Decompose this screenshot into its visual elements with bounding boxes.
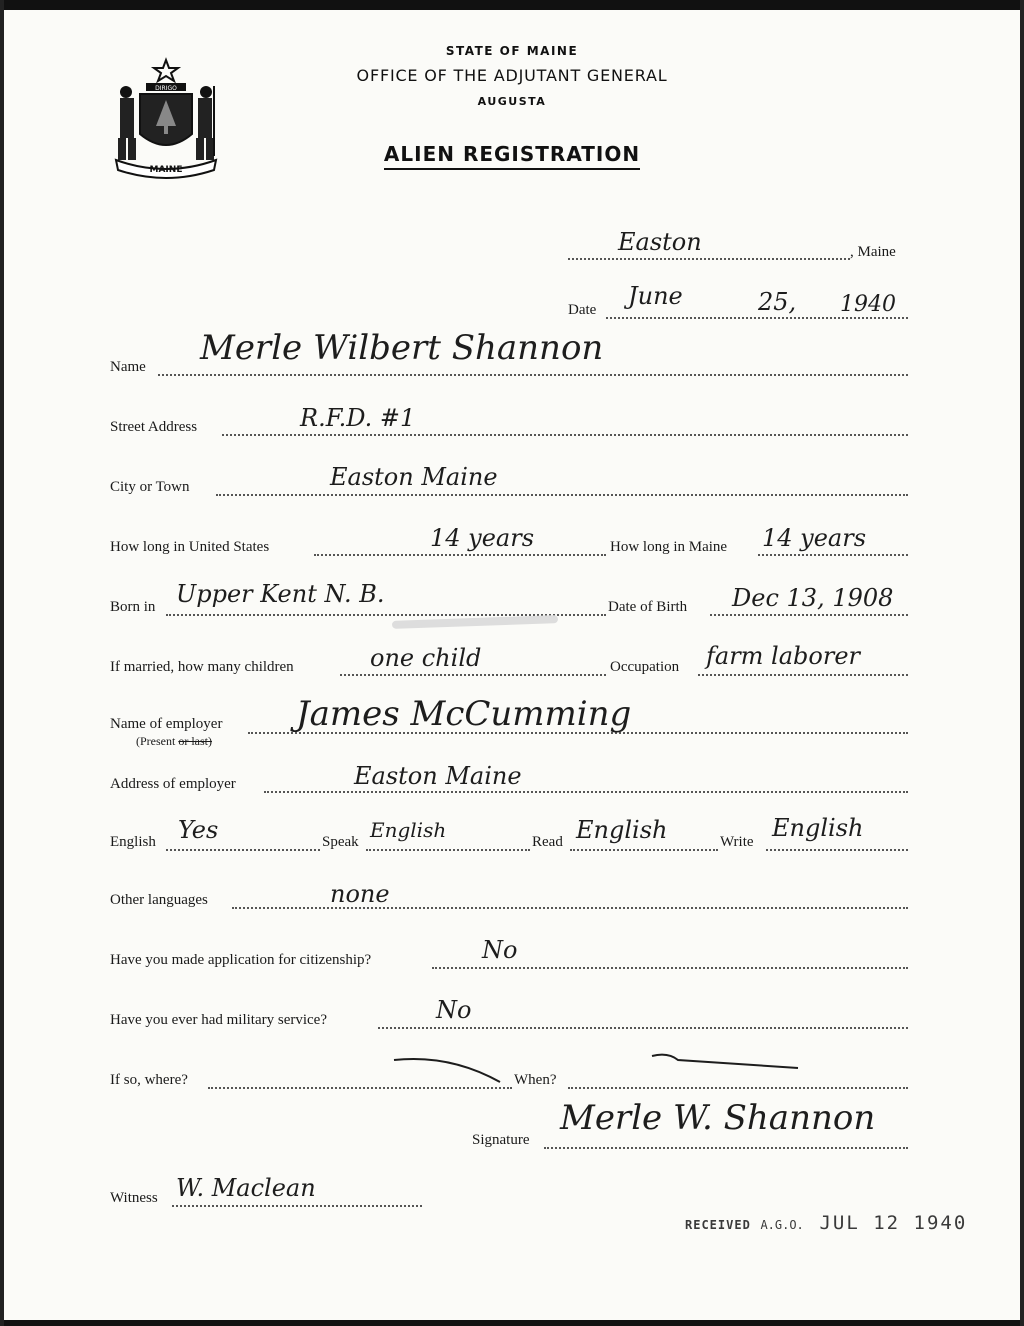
other-languages-label: Other languages	[110, 892, 208, 908]
military-label: Have you ever had military service?	[110, 1012, 327, 1028]
signature-value: Merle W. Shannon	[560, 1098, 876, 1138]
military-line	[378, 1027, 908, 1029]
city-value: Easton Maine	[330, 463, 498, 491]
dob-value: Dec 13, 1908	[732, 584, 894, 612]
witness-value: W. Maclean	[176, 1174, 316, 1202]
date-year-value: 1940	[840, 292, 896, 317]
date-label: Date	[568, 302, 597, 318]
city-label: City or Town	[110, 479, 190, 495]
employer-address-label: Address of employer	[110, 776, 236, 792]
where-line	[208, 1087, 512, 1089]
how-long-us-value: 14 years	[430, 524, 535, 552]
date-line	[606, 317, 908, 319]
write-label: Write	[720, 834, 754, 850]
how-long-maine-value: 14 years	[762, 524, 867, 552]
employer-address-line	[264, 791, 908, 793]
occupation-value: farm laborer	[706, 642, 860, 670]
scan-border-bottom	[0, 1320, 1024, 1326]
speak-label: Speak	[322, 834, 359, 850]
town-line	[568, 258, 850, 260]
form-title-text: ALIEN REGISTRATION	[384, 142, 640, 170]
witness-label: Witness	[110, 1190, 158, 1206]
speak-line	[366, 849, 530, 851]
born-in-label: Born in	[110, 599, 156, 615]
date-day-value: 25,	[758, 288, 797, 316]
write-value: English	[772, 814, 864, 842]
english-line	[166, 849, 320, 851]
stamp-date: JUL 12 1940	[819, 1212, 968, 1234]
citizenship-value: No	[482, 936, 518, 964]
occupation-label: Occupation	[610, 659, 680, 675]
street-label: Street Address	[110, 419, 198, 435]
employer-label: Name of employer	[110, 716, 223, 732]
read-line	[570, 849, 718, 851]
signature-line	[544, 1147, 908, 1149]
read-label: Read	[532, 834, 563, 850]
city-line	[216, 494, 908, 496]
how-long-us-line	[314, 554, 606, 556]
signature-label: Signature	[472, 1132, 530, 1148]
date-month-value: June	[628, 282, 683, 310]
english-value: Yes	[178, 816, 219, 844]
smudge-mark	[392, 615, 558, 629]
seal-banner-text: DIRIGO	[155, 85, 177, 92]
dob-label: Date of Birth	[608, 599, 688, 615]
employer-address-value: Easton Maine	[354, 762, 522, 790]
how-long-maine-label: How long in Maine	[610, 539, 728, 555]
dob-line	[710, 614, 908, 616]
stamp-received: RECEIVED	[685, 1218, 751, 1232]
born-in-value: Upper Kent N. B.	[176, 580, 385, 608]
name-line	[158, 374, 908, 376]
speak-value: English	[370, 818, 447, 842]
scan-border-right	[1020, 0, 1024, 1326]
how-long-us-label: How long in United States	[110, 539, 270, 555]
witness-line	[172, 1205, 422, 1207]
header-city: AUGUSTA	[477, 95, 547, 108]
name-label: Name	[110, 359, 146, 375]
header-office: OFFICE OF THE ADJUTANT GENERAL	[356, 66, 668, 85]
employer-sublabel	[136, 734, 212, 749]
english-label: English	[110, 834, 156, 850]
citizenship-label: Have you made application for citizenship?	[110, 952, 372, 968]
where-dash-mark	[390, 1052, 510, 1086]
employer-value: James McCumming	[296, 694, 632, 734]
header-state: STATE OF MAINE	[445, 44, 579, 58]
military-value: No	[436, 996, 472, 1024]
citizenship-line	[432, 967, 908, 969]
read-value: English	[576, 816, 668, 844]
children-line	[340, 674, 606, 676]
other-languages-value: none	[330, 880, 390, 908]
scan-border-left	[0, 0, 4, 1326]
write-line	[766, 849, 908, 851]
received-stamp	[685, 1212, 967, 1234]
form-title	[0, 142, 1024, 166]
seal-ribbon-text: MAINE	[149, 165, 183, 175]
name-value: Merle Wilbert Shannon	[200, 328, 604, 368]
children-label: If married, how many children	[110, 659, 294, 675]
when-line	[568, 1087, 908, 1089]
street-line	[222, 434, 908, 436]
occupation-line	[698, 674, 908, 676]
scan-border-top	[0, 0, 1024, 10]
town-value: Easton	[618, 228, 702, 256]
how-long-maine-line	[758, 554, 908, 556]
employer-sub-or-last: or last)	[178, 734, 212, 748]
town-suffix: , Maine	[850, 244, 896, 260]
children-value: one child	[370, 644, 482, 672]
stamp-office: A.G.O.	[760, 1218, 804, 1232]
employer-sub-present: (Present	[136, 734, 176, 748]
when-label: When?	[514, 1072, 557, 1088]
when-dash-mark	[648, 1050, 808, 1074]
where-label: If so, where?	[110, 1072, 188, 1088]
street-value: R.F.D. #1	[300, 404, 416, 432]
